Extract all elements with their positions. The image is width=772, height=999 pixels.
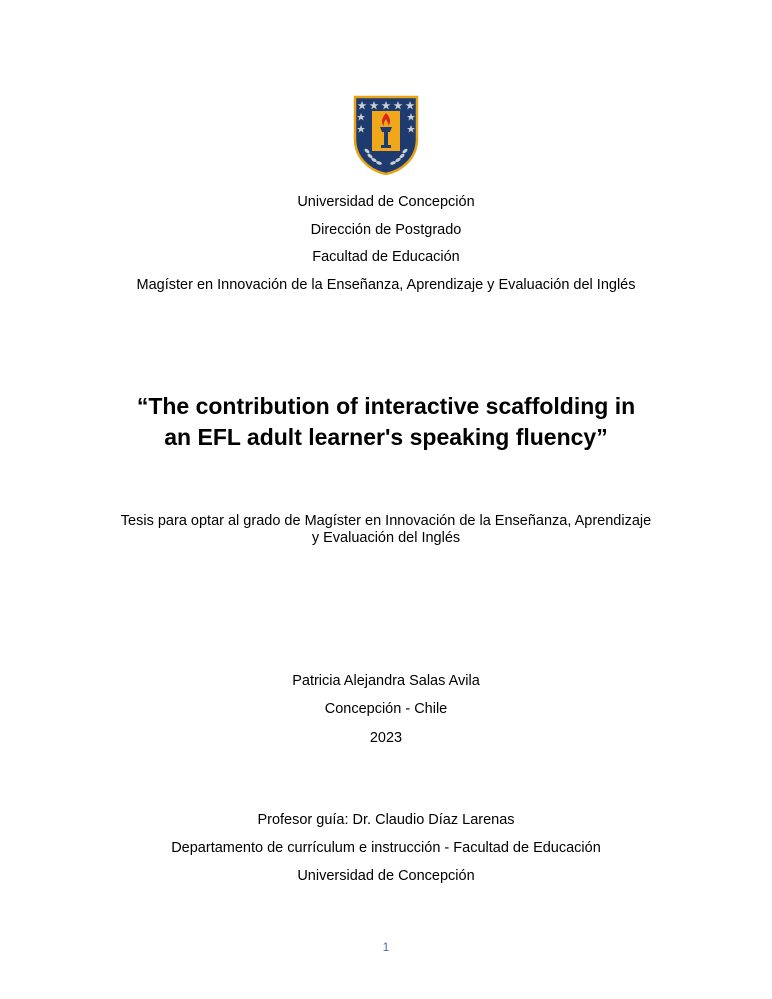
header-program: Magíster en Innovación de la Enseñanza, Aprendizaje y Evaluación del Inglés [136, 277, 636, 293]
header-direction: Dirección de Postgrado [310, 222, 462, 238]
author-location: Concepción - Chile [324, 701, 448, 717]
thesis-subtitle [96, 513, 676, 547]
header-faculty: Facultad de Educación [312, 249, 460, 265]
thesis-subtitle-line-2: y Evaluación del Inglés [311, 530, 461, 546]
thesis-subtitle-line-1: Tesis para optar al grado de Magíster en Innovación de la Enseñanza, Aprendizaje [120, 513, 652, 529]
thesis-title-line-1: “The contribution of interactive scaffolding in [136, 393, 636, 419]
thesis-title [60, 391, 712, 453]
thesis-title-line-2: an EFL adult learner's speaking fluency” [164, 424, 608, 450]
university-crest-icon [353, 95, 419, 175]
author-year: 2023 [369, 730, 403, 746]
page-number: 1 [382, 940, 390, 954]
author-name: Patricia Alejandra Salas Avila [292, 673, 480, 689]
header-university: Universidad de Concepción [297, 194, 475, 210]
supervisor-university: Universidad de Concepción [297, 868, 475, 884]
supervisor-department: Departamento de currículum e instrucción - Facultad de Educación [171, 840, 601, 856]
supervisor-advisor: Profesor guía: Dr. Claudio Díaz Larenas [257, 812, 515, 828]
